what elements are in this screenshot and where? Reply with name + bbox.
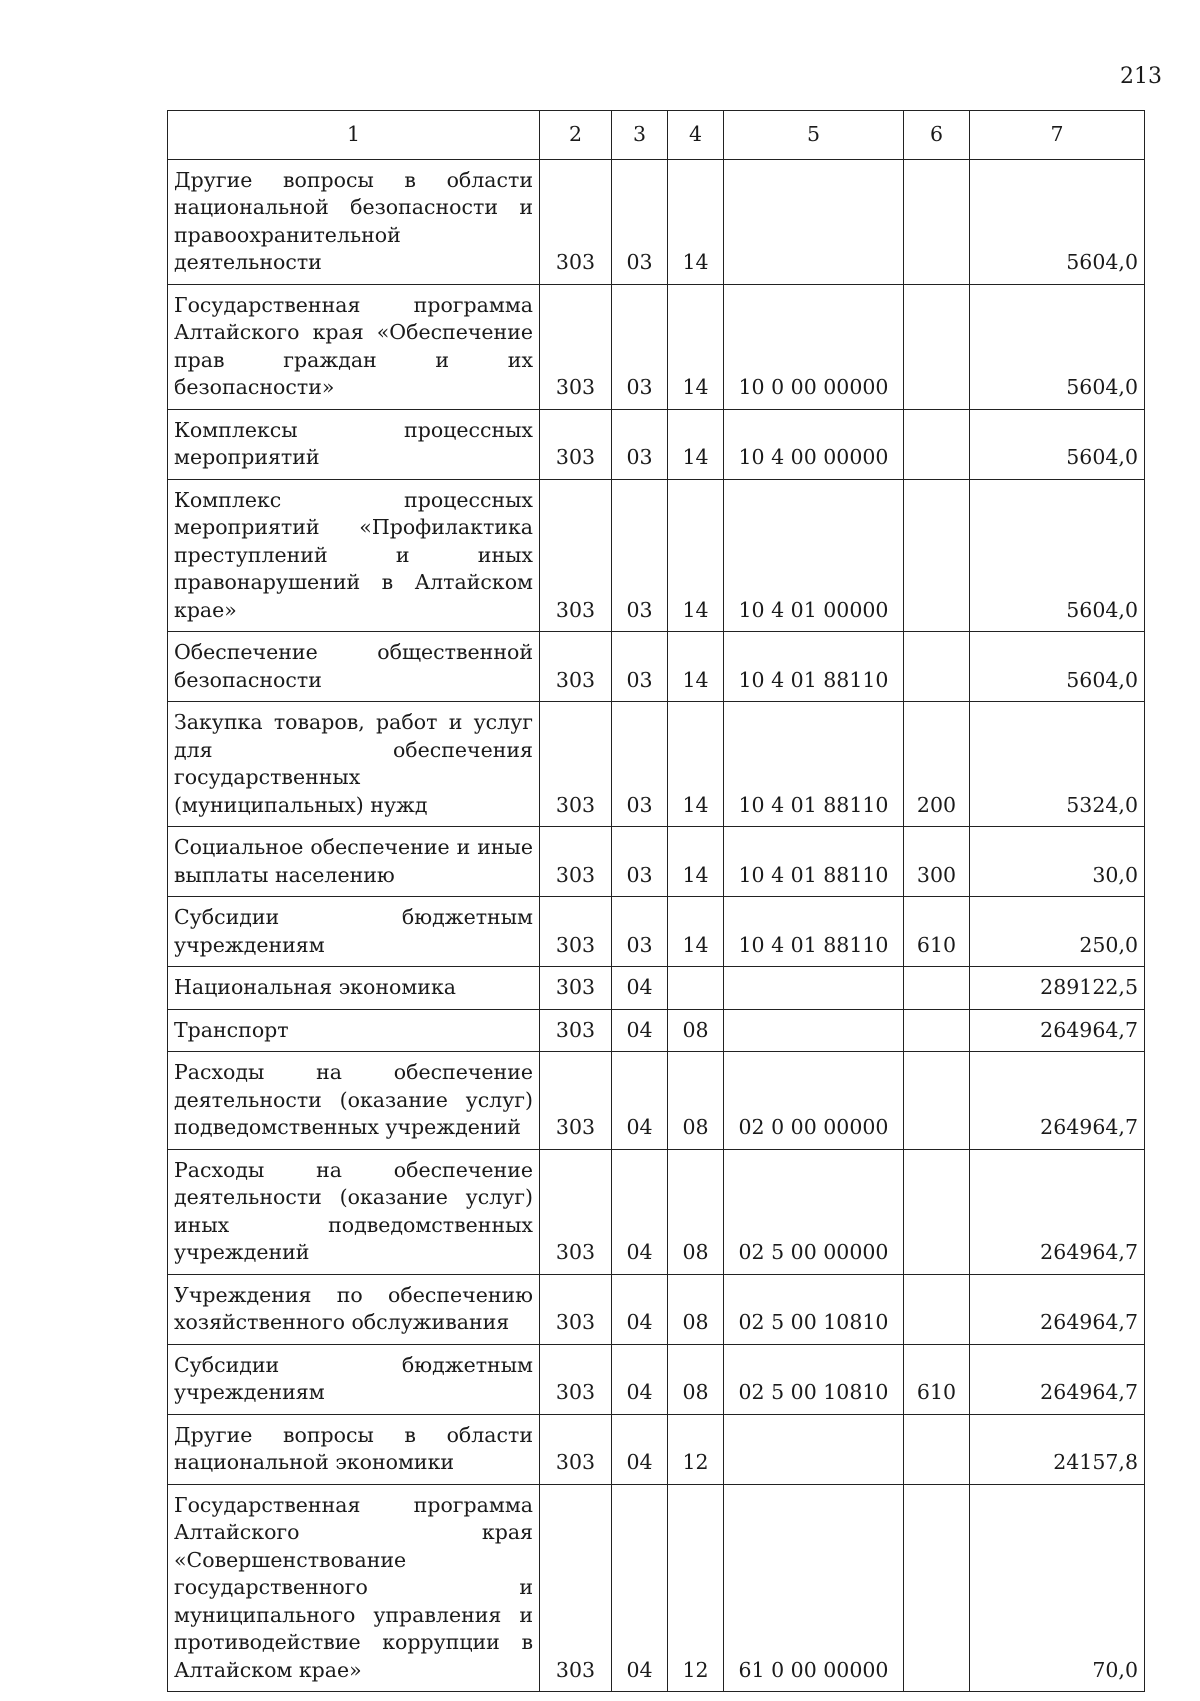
target-article-cell xyxy=(724,967,904,1010)
target-article-cell: 10 4 01 88110 xyxy=(724,702,904,827)
target-article-cell xyxy=(724,1009,904,1052)
target-article-cell xyxy=(724,159,904,284)
row-name-cell: Другие вопросы в области национальной экономики xyxy=(168,1414,540,1484)
expense-type-cell xyxy=(904,284,970,409)
table-row xyxy=(168,159,1145,284)
table-row xyxy=(168,897,1145,967)
table-row xyxy=(168,409,1145,479)
section-cell: 03 xyxy=(612,897,668,967)
row-name-cell: Учреждения по обеспечению хозяйственного обслуживания xyxy=(168,1274,540,1344)
amount-cell: 264964,7 xyxy=(970,1344,1145,1414)
admin-code-cell: 303 xyxy=(540,897,612,967)
table-row xyxy=(168,284,1145,409)
target-article-cell: 61 0 00 00000 xyxy=(724,1484,904,1692)
row-name-cell: Закупка товаров, работ и услуг для обеспечения государственных (муниципальных) нужд xyxy=(168,702,540,827)
expense-type-cell xyxy=(904,159,970,284)
section-cell: 03 xyxy=(612,632,668,702)
row-name-cell: Другие вопросы в области национальной безопасности и правоохранительной деятельности xyxy=(168,159,540,284)
row-name-cell: Расходы на обеспечение деятельности (оказание услуг) подведомственных учреждений xyxy=(168,1052,540,1150)
budget-table xyxy=(167,110,1145,1692)
section-cell: 03 xyxy=(612,159,668,284)
table-row xyxy=(168,1274,1145,1344)
expense-type-cell xyxy=(904,1052,970,1150)
expense-type-cell: 200 xyxy=(904,702,970,827)
target-article-cell: 10 4 01 88110 xyxy=(724,827,904,897)
row-name-cell: Комплексы процессных мероприятий xyxy=(168,409,540,479)
admin-code-cell: 303 xyxy=(540,1052,612,1150)
amount-cell: 264964,7 xyxy=(970,1274,1145,1344)
section-cell: 04 xyxy=(612,1149,668,1274)
section-cell: 04 xyxy=(612,1274,668,1344)
expense-type-cell xyxy=(904,1009,970,1052)
amount-cell: 289122,5 xyxy=(970,967,1145,1010)
subsection-cell: 14 xyxy=(668,897,724,967)
column-header: 7 xyxy=(970,111,1145,160)
row-name-cell: Государственная программа Алтайского края «Обеспечение прав граждан и их безопасности» xyxy=(168,284,540,409)
subsection-cell: 14 xyxy=(668,632,724,702)
table-body xyxy=(168,159,1145,1692)
table-row xyxy=(168,1149,1145,1274)
expense-type-cell: 610 xyxy=(904,1344,970,1414)
admin-code-cell: 303 xyxy=(540,1274,612,1344)
row-name-cell: Расходы на обеспечение деятельности (оказание услуг) иных подведомственных учреждений xyxy=(168,1149,540,1274)
admin-code-cell: 303 xyxy=(540,702,612,827)
admin-code-cell: 303 xyxy=(540,1149,612,1274)
subsection-cell: 08 xyxy=(668,1274,724,1344)
section-cell: 03 xyxy=(612,409,668,479)
subsection-cell: 08 xyxy=(668,1009,724,1052)
column-header: 1 xyxy=(168,111,540,160)
page-number: 213 xyxy=(1120,64,1162,89)
subsection-cell: 14 xyxy=(668,284,724,409)
admin-code-cell: 303 xyxy=(540,827,612,897)
expense-type-cell xyxy=(904,1484,970,1692)
table-row xyxy=(168,1009,1145,1052)
target-article-cell: 10 4 00 00000 xyxy=(724,409,904,479)
admin-code-cell: 303 xyxy=(540,1344,612,1414)
target-article-cell: 10 4 01 00000 xyxy=(724,479,904,632)
row-name-cell: Государственная программа Алтайского края «Совершенствование государственного и муниципального управления и противодействие коррупции в Алтайском крае» xyxy=(168,1484,540,1692)
admin-code-cell: 303 xyxy=(540,479,612,632)
target-article-cell: 10 4 01 88110 xyxy=(724,897,904,967)
expense-type-cell xyxy=(904,1414,970,1484)
section-cell: 03 xyxy=(612,827,668,897)
row-name-cell: Социальное обеспечение и иные выплаты населению xyxy=(168,827,540,897)
subsection-cell: 14 xyxy=(668,159,724,284)
subsection-cell: 12 xyxy=(668,1414,724,1484)
target-article-cell: 02 5 00 10810 xyxy=(724,1344,904,1414)
subsection-cell: 08 xyxy=(668,1052,724,1150)
section-cell: 03 xyxy=(612,284,668,409)
admin-code-cell: 303 xyxy=(540,1484,612,1692)
expense-type-cell xyxy=(904,967,970,1010)
amount-cell: 5604,0 xyxy=(970,409,1145,479)
amount-cell: 5604,0 xyxy=(970,159,1145,284)
subsection-cell: 14 xyxy=(668,702,724,827)
row-name-cell: Транспорт xyxy=(168,1009,540,1052)
target-article-cell: 10 0 00 00000 xyxy=(724,284,904,409)
expense-type-cell: 300 xyxy=(904,827,970,897)
table-row xyxy=(168,967,1145,1010)
section-cell: 03 xyxy=(612,479,668,632)
section-cell: 04 xyxy=(612,1344,668,1414)
header-row xyxy=(168,111,1145,160)
subsection-cell: 14 xyxy=(668,479,724,632)
amount-cell: 264964,7 xyxy=(970,1009,1145,1052)
expense-type-cell xyxy=(904,632,970,702)
amount-cell: 5604,0 xyxy=(970,632,1145,702)
row-name-cell: Национальная экономика xyxy=(168,967,540,1010)
subsection-cell: 08 xyxy=(668,1344,724,1414)
admin-code-cell: 303 xyxy=(540,967,612,1010)
expense-type-cell xyxy=(904,1274,970,1344)
admin-code-cell: 303 xyxy=(540,1009,612,1052)
table-row xyxy=(168,827,1145,897)
amount-cell: 5324,0 xyxy=(970,702,1145,827)
amount-cell: 250,0 xyxy=(970,897,1145,967)
subsection-cell: 08 xyxy=(668,1149,724,1274)
row-name-cell: Субсидии бюджетным учреждениям xyxy=(168,1344,540,1414)
target-article-cell: 02 0 00 00000 xyxy=(724,1052,904,1150)
target-article-cell: 10 4 01 88110 xyxy=(724,632,904,702)
amount-cell: 264964,7 xyxy=(970,1052,1145,1150)
table-row xyxy=(168,1344,1145,1414)
amount-cell: 5604,0 xyxy=(970,284,1145,409)
column-header: 5 xyxy=(724,111,904,160)
expense-type-cell xyxy=(904,1149,970,1274)
admin-code-cell: 303 xyxy=(540,284,612,409)
admin-code-cell: 303 xyxy=(540,1414,612,1484)
target-article-cell: 02 5 00 10810 xyxy=(724,1274,904,1344)
column-header: 3 xyxy=(612,111,668,160)
expense-type-cell xyxy=(904,479,970,632)
table-row xyxy=(168,1414,1145,1484)
section-cell: 04 xyxy=(612,967,668,1010)
amount-cell: 70,0 xyxy=(970,1484,1145,1692)
subsection-cell xyxy=(668,967,724,1010)
admin-code-cell: 303 xyxy=(540,159,612,284)
column-header: 2 xyxy=(540,111,612,160)
section-cell: 04 xyxy=(612,1484,668,1692)
admin-code-cell: 303 xyxy=(540,632,612,702)
column-header: 4 xyxy=(668,111,724,160)
subsection-cell: 12 xyxy=(668,1484,724,1692)
section-cell: 04 xyxy=(612,1414,668,1484)
table-row xyxy=(168,1484,1145,1692)
target-article-cell: 02 5 00 00000 xyxy=(724,1149,904,1274)
section-cell: 04 xyxy=(612,1009,668,1052)
table-row xyxy=(168,479,1145,632)
amount-cell: 30,0 xyxy=(970,827,1145,897)
expense-type-cell: 610 xyxy=(904,897,970,967)
row-name-cell: Субсидии бюджетным учреждениям xyxy=(168,897,540,967)
table-row xyxy=(168,632,1145,702)
subsection-cell: 14 xyxy=(668,409,724,479)
subsection-cell: 14 xyxy=(668,827,724,897)
amount-cell: 5604,0 xyxy=(970,479,1145,632)
table-row xyxy=(168,1052,1145,1150)
section-cell: 04 xyxy=(612,1052,668,1150)
amount-cell: 24157,8 xyxy=(970,1414,1145,1484)
row-name-cell: Обеспечение общественной безопасности xyxy=(168,632,540,702)
admin-code-cell: 303 xyxy=(540,409,612,479)
expense-type-cell xyxy=(904,409,970,479)
amount-cell: 264964,7 xyxy=(970,1149,1145,1274)
column-header: 6 xyxy=(904,111,970,160)
section-cell: 03 xyxy=(612,702,668,827)
table-row xyxy=(168,702,1145,827)
row-name-cell: Комплекс процессных мероприятий «Профилактика преступлений и иных правонарушений в Алтайском крае» xyxy=(168,479,540,632)
target-article-cell xyxy=(724,1414,904,1484)
